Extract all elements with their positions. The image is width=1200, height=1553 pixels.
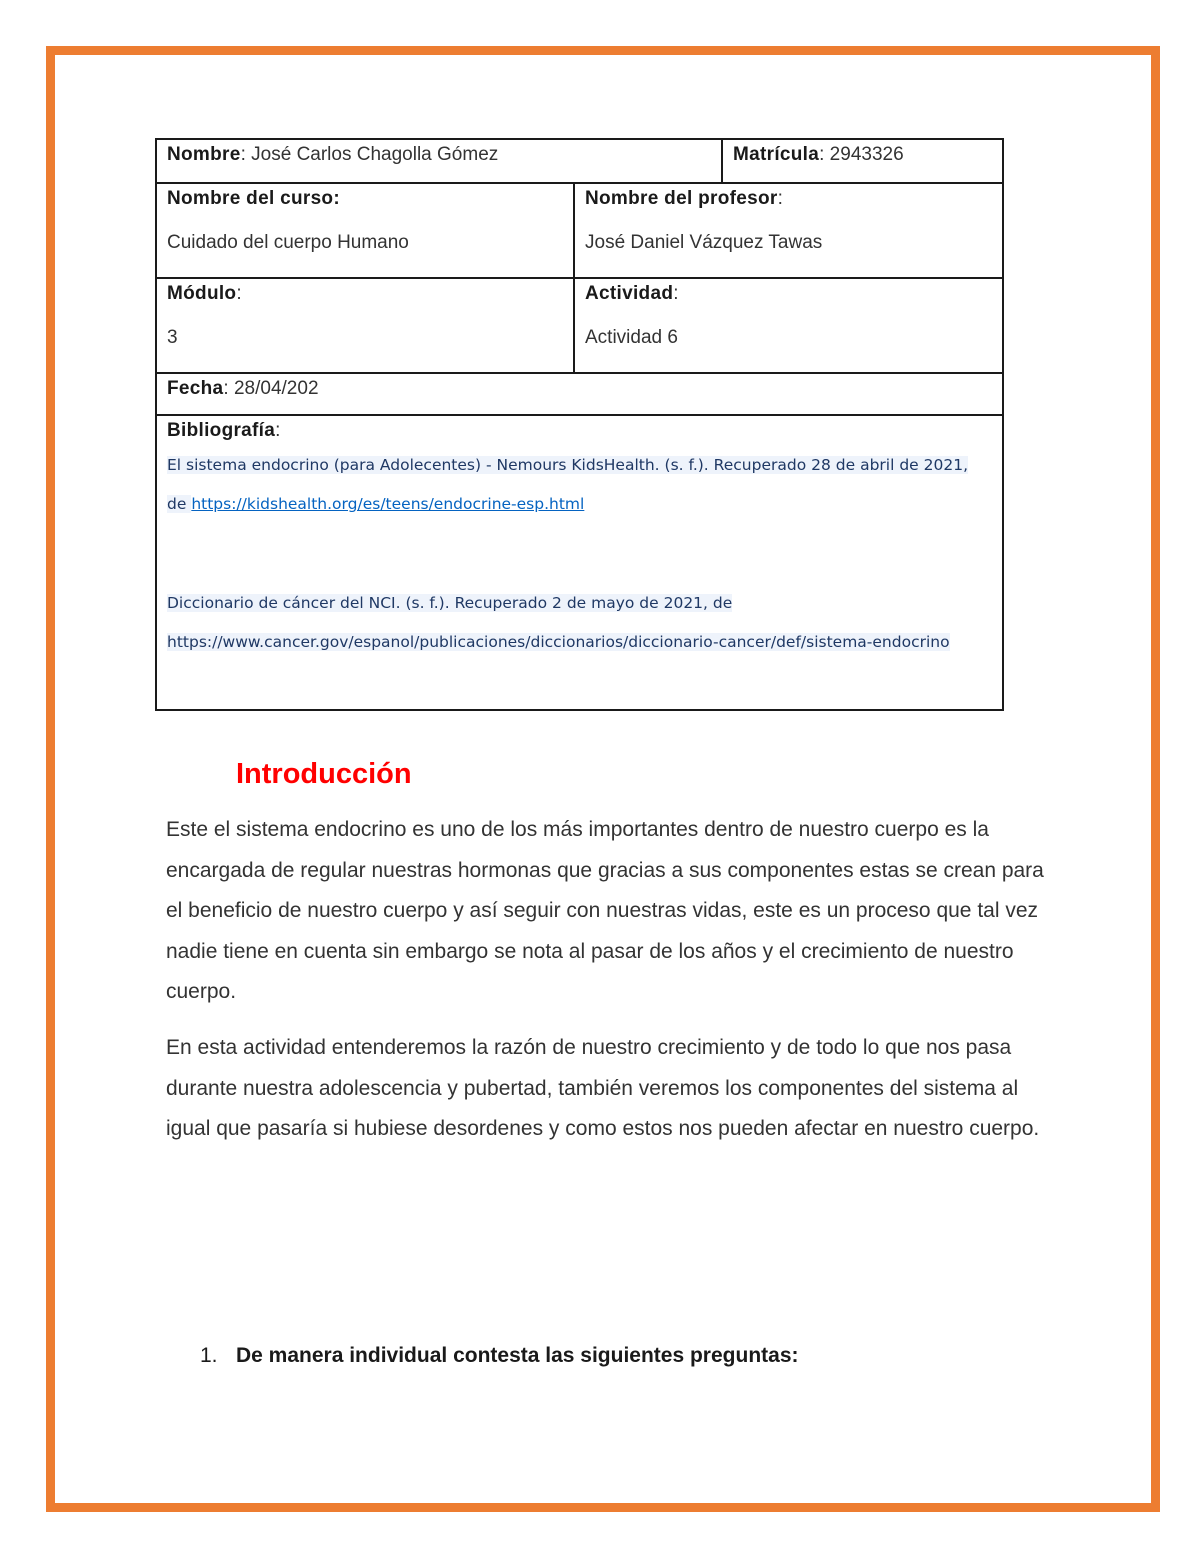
question-number: 1.	[200, 1344, 218, 1367]
intro-paragraph-2: En esta actividad entenderemos la razón de nuestro crecimiento y de todo lo que nos pasa durante nuestra adolescencia y pubertad, también veremos los componentes del sistema al igual que pasaría si hubiese desordenes y como estos nos pueden afectar en nuestro cuerpo.	[166, 1036, 1040, 1140]
bibliografia-cell	[157, 416, 1002, 709]
bib-reference-1	[167, 446, 992, 524]
modulo-value: 3	[167, 327, 178, 348]
header-info-table	[155, 138, 1004, 711]
profesor-label: Nombre del profesor	[585, 188, 778, 209]
matricula-value: : 2943326	[819, 144, 904, 165]
bib-reference-2-text: Diccionario de cáncer del NCI. (s. f.). Recuperado 2 de mayo de 2021, de https://www.cancer.gov/espanol/publicaciones/diccionarios/diccionario-cancer/def/sistema-endocrino	[167, 594, 950, 651]
intro-paragraph-1: Este el sistema endocrino es uno de los más importantes dentro de nuestro cuerpo es la encargada de regular nuestras hormonas que gracias a sus componentes estas se crean para el beneficio de nuestro cuerpo y así seguir con nuestras vidas, este es un proceso que tal vez nadie tiene en cuenta sin embargo se nota al pasar de los años y el crecimiento de nuestro cuerpo.	[166, 818, 1044, 1003]
fecha-value: : 28/04/202	[223, 378, 319, 399]
fecha-label: Fecha	[167, 378, 224, 399]
table-row	[157, 140, 1002, 182]
modulo-label: Módulo	[167, 283, 237, 304]
bib-reference-2	[167, 584, 992, 662]
profesor-value: José Daniel Vázquez Tawas	[585, 232, 823, 253]
nombre-cell	[157, 140, 721, 182]
actividad-value: Actividad 6	[585, 327, 678, 348]
intro-title: Introducción	[236, 758, 412, 790]
fecha-cell	[157, 374, 1002, 414]
question-list-item	[200, 1344, 799, 1368]
bib-spacer	[167, 524, 992, 580]
question-text: De manera individual contesta las siguientes preguntas:	[236, 1344, 799, 1367]
curso-value: Cuidado del cuerpo Humano	[167, 232, 409, 253]
bibliografia-colon: :	[275, 420, 281, 441]
profesor-colon: :	[777, 188, 783, 209]
table-row	[157, 372, 1002, 414]
actividad-label: Actividad	[585, 283, 674, 304]
table-row	[157, 414, 1002, 709]
profesor-cell	[573, 184, 1002, 277]
actividad-colon: :	[673, 283, 679, 304]
nombre-value: : José Carlos Chagolla Gómez	[240, 144, 499, 165]
matricula-cell	[721, 140, 1002, 182]
bibliografia-label: Bibliografía	[167, 420, 276, 441]
matricula-label: Matrícula	[733, 144, 820, 165]
table-row	[157, 182, 1002, 277]
curso-cell	[157, 184, 573, 277]
modulo-colon: :	[236, 283, 242, 304]
modulo-cell	[157, 279, 573, 372]
table-row	[157, 277, 1002, 372]
bib-reference-1-link[interactable]: https://kidshealth.org/es/teens/endocrine-esp.html	[191, 495, 585, 513]
nombre-label: Nombre	[167, 144, 241, 165]
actividad-cell	[573, 279, 1002, 372]
bib-reference-1-text: El sistema endocrino (para Adolecentes) - Nemours KidsHealth. (s. f.). Recuperado 28 de abril de 2021, de	[167, 456, 968, 513]
curso-label: Nombre del curso:	[167, 188, 340, 209]
